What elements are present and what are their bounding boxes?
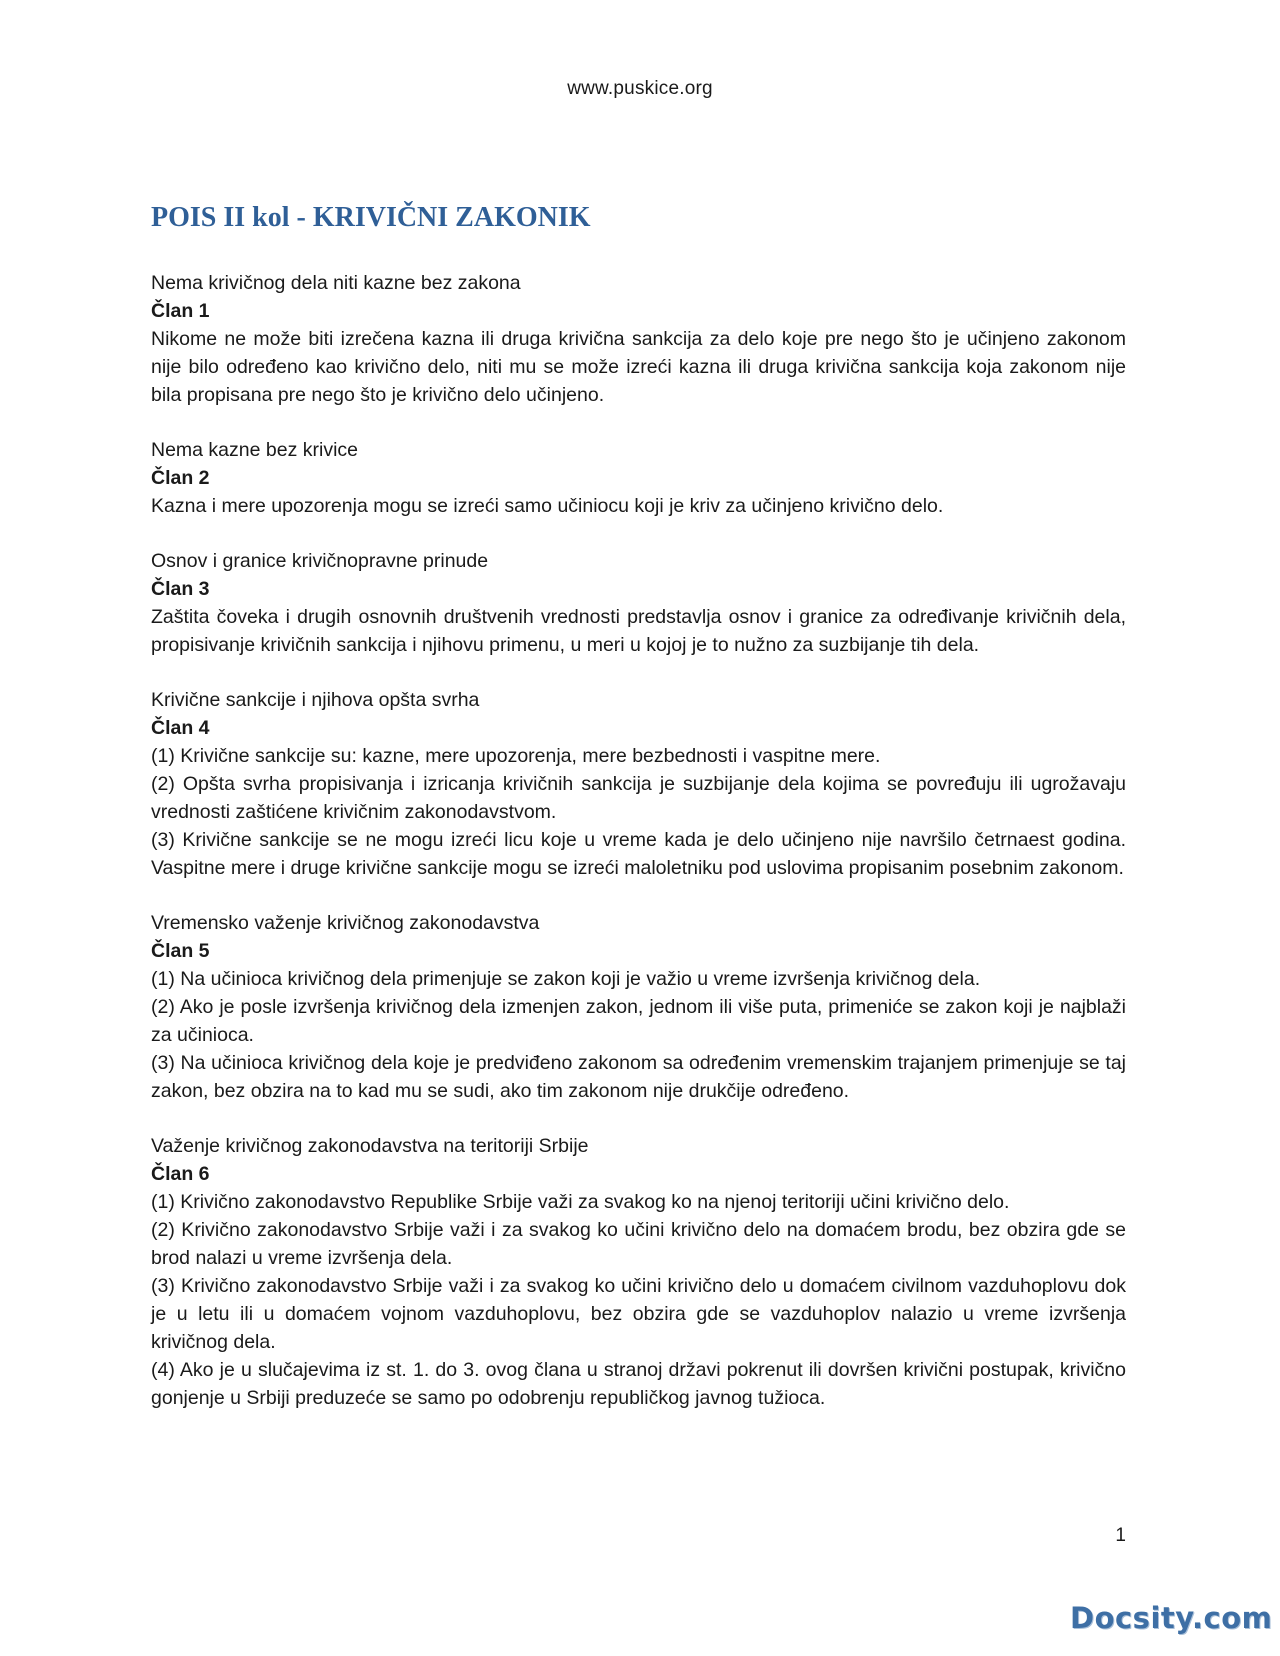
article-number: Član 3 <box>151 578 210 600</box>
page-number: 1 <box>1115 1525 1126 1546</box>
article-body <box>151 1188 1126 1412</box>
article-heading: Nema kazne bez krivice <box>151 439 358 461</box>
article-heading: Nema krivičnog dela niti kazne bez zakona <box>151 272 521 294</box>
article-paragraph: (1) Krivične sankcije su: kazne, mere upozorenja, mere bezbednosti i vaspitne mere. <box>151 745 881 767</box>
article-paragraph: (1) Na učinioca krivičnog dela primenjuje se zakon koji je važio u vreme izvršenja krivičnog dela. <box>151 968 981 990</box>
article-paragraph: (3) Krivične sankcije se ne mogu izreći licu koje u vreme kada je delo učinjeno nije navršilo četrnaest godina. Vaspitne mere i druge krivične sankcije mogu se izreći maloletniku pod uslovima propisanim posebnim zakonom. <box>151 829 1126 879</box>
article-2 <box>151 436 1126 520</box>
article-paragraph: Kazna i mere upozorenja mogu se izreći samo učiniocu koji je kriv za učinjeno krivično delo. <box>151 495 944 517</box>
article-paragraph: Zaštita čoveka i drugih osnovnih društvenih vrednosti predstavlja osnov i granice za određivanje krivičnih dela, propisivanje krivičnih sankcija i njihovu primenu, u meri u kojoj je to nužno za suzbijanje tih dela. <box>151 606 1126 656</box>
article-5 <box>151 909 1126 1105</box>
article-heading: Osnov i granice krivičnopravne prinude <box>151 550 489 572</box>
article-body <box>151 325 1126 409</box>
article-number: Član 2 <box>151 467 210 489</box>
article-3 <box>151 547 1126 659</box>
article-6 <box>151 1132 1126 1412</box>
article-heading: Krivične sankcije i njihova opšta svrha <box>151 689 480 711</box>
article-list <box>151 269 1126 1412</box>
article-body <box>151 603 1126 659</box>
docsity-watermark-logo: Docsity.com <box>1070 1601 1273 1635</box>
article-heading: Vremensko važenje krivičnog zakonodavstva <box>151 912 540 934</box>
article-paragraph: (4) Ako je u slučajevima iz st. 1. do 3. ovog člana u stranoj državi pokrenut ili dovršen krivični postupak, krivično gonjenje u Srbiji preduzeće se samo po odobrenju republičkog javnog tužioca. <box>151 1359 1126 1409</box>
article-paragraph: (2) Ako je posle izvršenja krivičnog dela izmenjen zakon, jednom ili više puta, primeniće se zakon koji je najblaži za učinioca. <box>151 996 1126 1046</box>
article-heading: Važenje krivičnog zakonodavstva na teritoriji Srbije <box>151 1135 589 1157</box>
article-number: Član 4 <box>151 717 210 739</box>
article-number: Član 6 <box>151 1163 210 1185</box>
article-paragraph: (3) Na učinioca krivičnog dela koje je predviđeno zakonom sa određenim vremenskim trajanjem primenjuje se taj zakon, bez obzira na to kad mu se sudi, ako tim zakonom nije drukčije određeno. <box>151 1052 1126 1102</box>
article-paragraph: (3) Krivično zakonodavstvo Srbije važi i za svakog ko učini krivično delo u domaćem civilnom vazduhoplovu dok je u letu ili u domaćem vojnom vazduhoplovu, bez obzira gde se vazduhoplov nalazio u vreme izvršenja krivičnog dela. <box>151 1275 1126 1353</box>
document-content <box>151 198 1126 1439</box>
article-4 <box>151 686 1126 882</box>
article-1 <box>151 269 1126 409</box>
article-number: Član 1 <box>151 300 210 322</box>
document-title: POIS II kol - KRIVIČNI ZAKONIK <box>151 202 591 233</box>
article-paragraph: Nikome ne može biti izrečena kazna ili druga krivična sankcija za delo koje pre nego što je učinjeno zakonom nije bilo određeno kao krivično delo, niti mu se može izreći kazna ili druga krivična sankcija koja zakonom nije bila propisana pre nego što je krivično delo učinjeno. <box>151 328 1126 406</box>
page-header-site: www.puskice.org <box>567 78 713 99</box>
article-paragraph: (2) Opšta svrha propisivanja i izricanja krivičnih sankcija je suzbijanje dela kojima se povređuju ili ugrožavaju vrednosti zaštićene krivičnim zakonodavstvom. <box>151 773 1126 823</box>
article-body <box>151 965 1126 1105</box>
article-body <box>151 742 1126 882</box>
article-paragraph: (1) Krivično zakonodavstvo Republike Srbije važi za svakog ko na njenoj teritoriji učini krivično delo. <box>151 1191 1010 1213</box>
article-paragraph: (2) Krivično zakonodavstvo Srbije važi i za svakog ko učini krivično delo na domaćem brodu, bez obzira gde se brod nalazi u vreme izvršenja dela. <box>151 1219 1126 1269</box>
article-body <box>151 492 1126 520</box>
article-number: Član 5 <box>151 940 210 962</box>
